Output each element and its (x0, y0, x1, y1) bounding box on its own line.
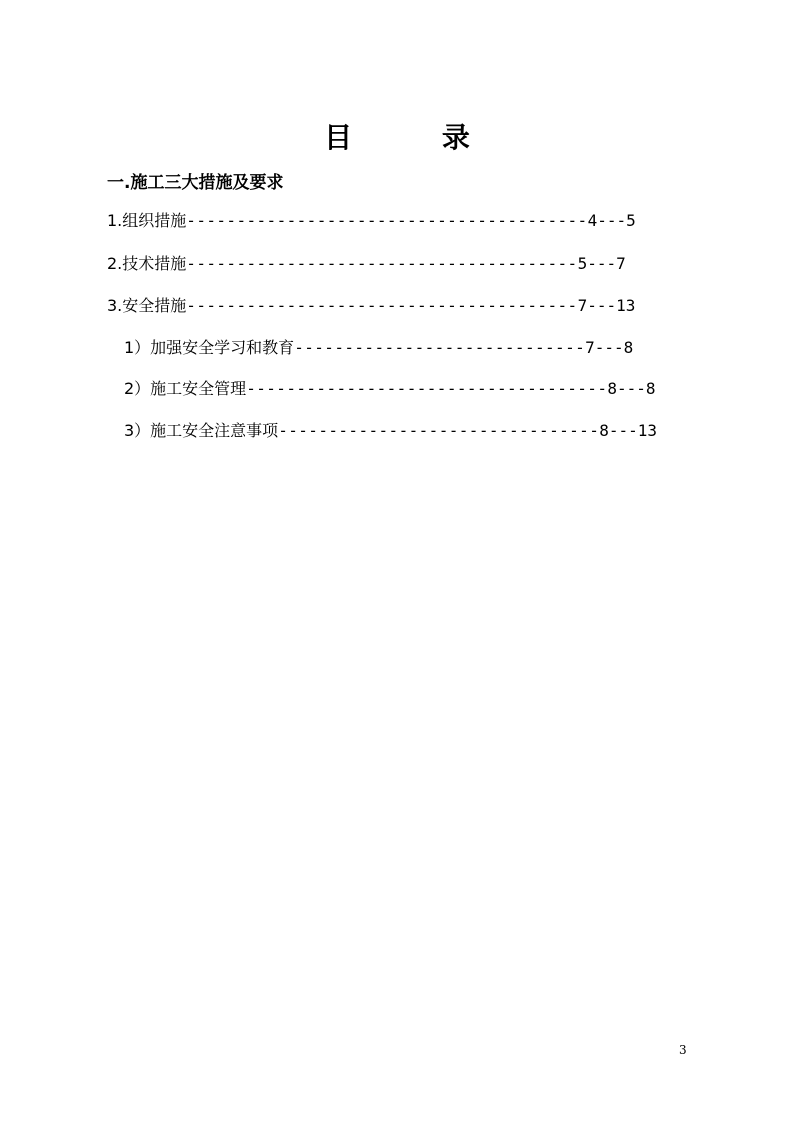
toc-subentry (124, 419, 657, 443)
toc-entry-label: 2）施工安全管理 (124, 379, 247, 398)
toc-entry-label: 1）加强安全学习和教育 (124, 338, 295, 357)
section-heading: 一.施工三大措施及要求 (107, 173, 284, 193)
toc-entry-pages: 8---13 (599, 421, 658, 440)
toc-entry-pages: 8---8 (607, 379, 656, 398)
toc-entry-label: 3.安全措施 (107, 296, 187, 315)
toc-title: 目 录 (324, 121, 510, 154)
toc-subentry (124, 336, 633, 360)
toc-entry-pages: 7---8 (585, 338, 634, 357)
toc-entry-leader: --------------------------------------- (186, 254, 578, 273)
toc-entry-label: 3）施工安全注意事项 (124, 421, 279, 440)
toc-entry (107, 252, 626, 276)
toc-entry-label: 1.组织措施 (107, 211, 187, 230)
toc-entry-leader: -------------------------------- (278, 421, 600, 440)
toc-entry-leader: --------------------------------------- (186, 296, 578, 315)
toc-entry-pages: 7---13 (577, 296, 636, 315)
toc-entry-leader: ------------------------------------ (246, 379, 608, 398)
page-number: 3 (679, 1043, 687, 1057)
toc-entry-pages: 5---7 (577, 254, 626, 273)
toc-subentry (124, 377, 656, 401)
toc-entry-leader: ---------------------------------------- (186, 211, 588, 230)
toc-entry-label: 2.技术措施 (107, 254, 187, 273)
toc-entry (107, 209, 636, 233)
toc-entry-pages: 4---5 (587, 211, 636, 230)
toc-entry (107, 294, 635, 318)
toc-entry-leader: ----------------------------- (294, 338, 586, 357)
